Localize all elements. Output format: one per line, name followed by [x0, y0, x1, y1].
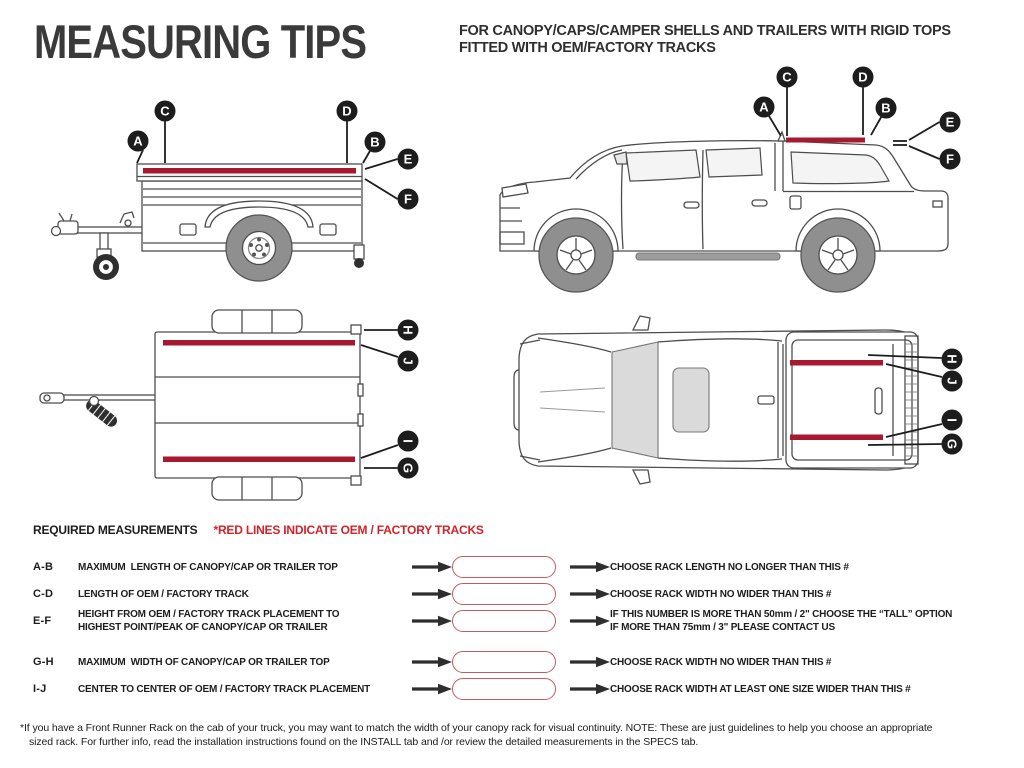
measurement-guidance: CHOOSE RACK WIDTH AT LEAST ONE SIZE WIDER THAN THIS # — [610, 683, 911, 695]
svg-text:H: H — [400, 325, 416, 335]
svg-text:A: A — [759, 99, 769, 115]
red-lines-note: *RED LINES INDICATE OEM / FACTORY TRACKS — [213, 523, 484, 537]
factory-track-line — [786, 138, 865, 143]
box-latch — [180, 224, 196, 235]
label-badge-e — [940, 112, 961, 133]
svg-text:E: E — [403, 151, 413, 167]
svg-text:G: G — [944, 438, 960, 450]
measurement-key: G-H — [33, 656, 54, 668]
subtitle-line-1: FOR CANOPY/CAPS/CAMPER SHELLS AND TRAILERS WITH RIGID TOPS — [459, 23, 951, 39]
side-mirror — [633, 470, 650, 484]
sunroof — [673, 368, 709, 432]
arrow-right-icon — [570, 656, 610, 668]
fuel-door — [790, 196, 801, 209]
arrow-right-icon — [570, 561, 610, 573]
svg-text:G: G — [400, 462, 416, 474]
arrow-right-icon — [412, 683, 452, 695]
svg-text:F: F — [404, 191, 412, 207]
trailer-fender — [212, 310, 302, 333]
svg-text:A: A — [133, 133, 143, 149]
measurement-description: LENGTH OF OEM / FACTORY TRACK — [78, 588, 249, 600]
svg-text:H: H — [944, 354, 960, 364]
measurement-description: CENTER TO CENTER OF OEM / FACTORY TRACK PLACEMENT — [78, 683, 371, 695]
svg-text:J: J — [400, 357, 416, 365]
footnote-line-1: *If you have a Front Runner Rack on the cab of your truck, you may want to match the width of your canopy rack for visual continuity. NOTE: These are just guidelines to help you choose an appropriate — [20, 722, 933, 734]
truck-top-view-diagram — [490, 300, 1010, 500]
arrow-right-icon — [570, 588, 610, 600]
svg-text:F: F — [946, 151, 954, 167]
svg-text:D: D — [342, 103, 352, 119]
factory-track-line — [790, 435, 883, 441]
rear-door-window — [706, 148, 762, 177]
measurement-key: C-D — [33, 588, 54, 600]
label-badge-h — [942, 349, 963, 370]
required-measurements-heading: REQUIRED MEASUREMENTS — [33, 523, 198, 537]
label-badge-j — [942, 371, 963, 392]
footnote-line-2: sized rack. For further info, read the installation instructions found on the INSTALL tab and /or review the detailed measurements in the SPECS tab. — [29, 736, 699, 748]
arrow-right-icon — [570, 683, 610, 695]
svg-text:C: C — [782, 69, 792, 85]
arrow-right-icon — [570, 615, 610, 627]
measurement-guidance: CHOOSE RACK WIDTH NO WIDER THAN THIS # — [610, 588, 832, 600]
factory-track-line — [143, 168, 356, 174]
measurement-guidance: CHOOSE RACK LENGTH NO LONGER THAN THIS # — [610, 561, 849, 573]
arrow-right-icon — [412, 615, 452, 627]
label-badge-g — [398, 458, 419, 479]
label-badge-b — [876, 98, 897, 119]
label-badge-f — [398, 189, 419, 210]
svg-text:C: C — [160, 103, 170, 119]
truck-side-view-diagram — [490, 60, 1024, 300]
windshield — [612, 342, 658, 458]
door-handle — [684, 202, 699, 208]
svg-text:E: E — [945, 114, 955, 130]
tail-light — [351, 476, 361, 485]
tail-light — [351, 325, 361, 334]
measurement-row-ef — [33, 608, 1008, 634]
label-badge-d — [337, 101, 358, 122]
measurement-key: I-J — [33, 683, 47, 695]
rear-wiper — [875, 388, 882, 414]
side-mirror — [633, 316, 650, 330]
measurement-blank-field — [452, 556, 556, 578]
svg-text:I: I — [400, 439, 416, 443]
page-title: MEASURING TIPS — [34, 15, 367, 68]
hinge — [358, 384, 363, 396]
label-badge-a — [754, 97, 775, 118]
canopy-top — [786, 332, 918, 468]
running-board — [636, 253, 780, 260]
label-badge-j — [398, 351, 419, 372]
trailer-fender — [212, 477, 302, 500]
box-latch — [320, 224, 336, 235]
measurement-key: A-B — [33, 561, 54, 573]
trailer-box — [155, 332, 360, 478]
label-badge-i — [398, 431, 419, 452]
measurement-description: MAXIMUM LENGTH OF CANOPY/CAP OR TRAILER TOP — [78, 561, 338, 573]
front-door-window — [626, 150, 700, 181]
arrow-right-icon — [412, 561, 452, 573]
trailer-side-view-diagram — [20, 85, 450, 300]
front-wheel — [539, 218, 613, 292]
measurement-blank-field — [452, 678, 556, 700]
rear-wheel — [801, 218, 875, 292]
corner-steady — [354, 245, 364, 259]
label-badge-e — [398, 149, 419, 170]
hinge — [358, 414, 363, 426]
svg-text:B: B — [370, 134, 380, 150]
measurement-guidance: IF THIS NUMBER IS MORE THAN 50mm / 2" CHOOSE THE “TALL” OPTION IF MORE THAN 75mm / 3" PLEASE CONTACT US — [610, 609, 953, 633]
measurement-row-ab — [33, 556, 1008, 576]
measurement-row-cd — [33, 583, 1008, 603]
brake-light — [758, 396, 774, 404]
label-badge-a — [128, 131, 149, 152]
factory-track-line — [163, 340, 355, 346]
measurement-row-ij — [33, 678, 1008, 698]
svg-text:D: D — [858, 69, 868, 85]
measurements-heading-row — [33, 523, 484, 537]
measurement-guidance: CHOOSE RACK WIDTH NO WIDER THAN THIS # — [610, 656, 832, 668]
factory-track-line — [163, 457, 355, 463]
label-badge-d — [853, 67, 874, 88]
factory-track-line — [790, 360, 883, 366]
arrow-right-icon — [412, 588, 452, 600]
measurement-description: HEIGHT FROM OEM / FACTORY TRACK PLACEMENT TO HIGHEST POINT/PEAK OF CANOPY/CAP OR TRAILER — [78, 609, 340, 633]
measurement-blank-field — [452, 651, 556, 673]
measurement-row-gh — [33, 651, 1008, 671]
label-badge-f — [940, 149, 961, 170]
subtitle-line-2: FITTED WITH OEM/FACTORY TRACKS — [459, 39, 716, 56]
door-handle — [752, 200, 767, 206]
measurement-blank-field — [452, 583, 556, 605]
trailer-top-view-diagram — [20, 300, 450, 510]
measurement-blank-field — [452, 610, 556, 632]
svg-text:J: J — [944, 377, 960, 385]
label-badge-g — [942, 434, 963, 455]
label-badge-c — [777, 67, 798, 88]
measurement-key: E-F — [33, 615, 52, 627]
svg-text:I: I — [944, 418, 960, 422]
svg-text:B: B — [881, 100, 891, 116]
label-badge-c — [155, 101, 176, 122]
label-badge-h — [398, 320, 419, 341]
label-badge-i — [942, 410, 963, 431]
measurement-description: MAXIMUM WIDTH OF CANOPY/CAP OR TRAILER TOP — [78, 656, 330, 668]
arrow-right-icon — [412, 656, 452, 668]
label-badge-b — [365, 132, 386, 153]
footnote — [20, 721, 1015, 749]
page-subtitle — [459, 23, 951, 56]
